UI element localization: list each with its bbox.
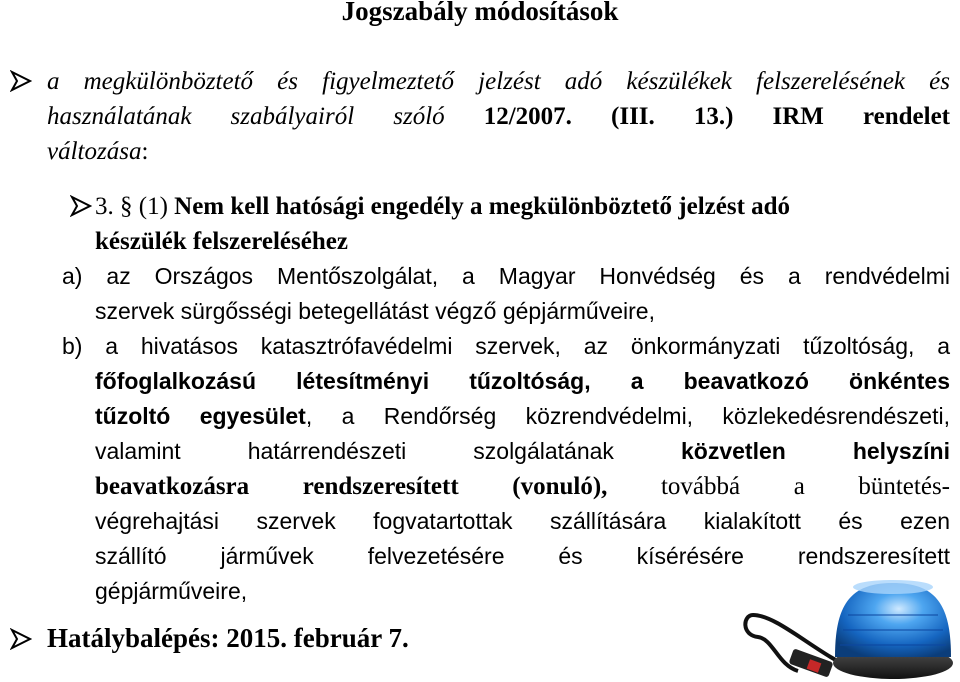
- amendment-line-2-italic: használatának szabályairól szóló: [47, 103, 445, 130]
- page-title: Jogszabály módosítások: [341, 0, 619, 26]
- clause-b-line-2: főfoglalkozású létesítményi tűzoltóság, a beavatkozó önkéntes: [95, 368, 950, 394]
- clause-b-line-3: [95, 399, 950, 434]
- amendment-line-3-italic: változása: [47, 138, 142, 165]
- section-line-2: készülék felszereléséhez: [95, 228, 348, 255]
- arrow-bullet-icon: [10, 628, 32, 650]
- clause-b-line-1: b) a hivatásos katasztrófavédelmi szervek, az önkormányzati tűzoltóság, a: [62, 333, 950, 359]
- clause-a-line-2: szervek sürgősségi betegellátást végző gépjárműveire,: [95, 298, 655, 324]
- blue-beacon-light-icon: [738, 575, 960, 682]
- amendment-line-3-tail: :: [141, 138, 149, 165]
- clause-b-line-6: végrehajtási szervek fogvatartottak szállítására kialakított és ezen: [95, 508, 950, 534]
- clause-a: [62, 259, 950, 329]
- clause-b-body: [95, 364, 950, 469]
- amendment-line-2: [47, 99, 950, 134]
- clause-b-line-5: [95, 469, 950, 504]
- clause-b: [62, 329, 950, 364]
- clause-b-line-8: gépjárműveire,: [95, 578, 248, 604]
- clause-b-line-7: szállító járművek felvezetésére és kísérésére rendszeresített: [95, 543, 950, 569]
- clause-b-line-4-bold: közvetlen helyszíni: [680, 438, 950, 464]
- amendment-line-1: a megkülönböztető és figyelmeztető jelzést adó készülékek felszerelésének és: [47, 68, 950, 95]
- effective-date: Hatálybalépés: 2015. február 7.: [47, 623, 409, 653]
- section-prefix: 3. § (1): [95, 193, 168, 220]
- clause-b-line-5-rest: továbbá a büntetés-: [660, 473, 951, 500]
- clause-b-line-4-plain: valamint határrendészeti szolgálatának: [95, 438, 614, 464]
- amendment-line-3: [47, 134, 950, 169]
- clause-b-line-4: [95, 434, 950, 469]
- clause-b-body-serif: [95, 469, 950, 504]
- arrow-bullet-icon: [10, 70, 32, 92]
- section-line-1: [95, 189, 950, 224]
- section-heading-bold: Nem kell hatósági engedély a megkülönböztető jelzést adó: [174, 193, 791, 220]
- clause-b-line-5-bold: beavatkozásra rendszeresített (vonuló),: [95, 473, 608, 500]
- clause-a-line-1: a) az Országos Mentőszolgálat, a Magyar Honvédség és a rendvédelmi: [62, 263, 950, 289]
- amendment-item: [47, 64, 950, 169]
- clause-b-line-3-bold: tűzoltó egyesület: [95, 403, 306, 429]
- section-text: [95, 189, 950, 259]
- clause-b-line-3-rest: , a Rendőrség közrendvédelmi, közlekedésrendészeti,: [305, 403, 950, 429]
- arrow-bullet-icon: [70, 195, 92, 217]
- regulation-reference: 12/2007. (III. 13.) IRM rendelet: [483, 103, 950, 130]
